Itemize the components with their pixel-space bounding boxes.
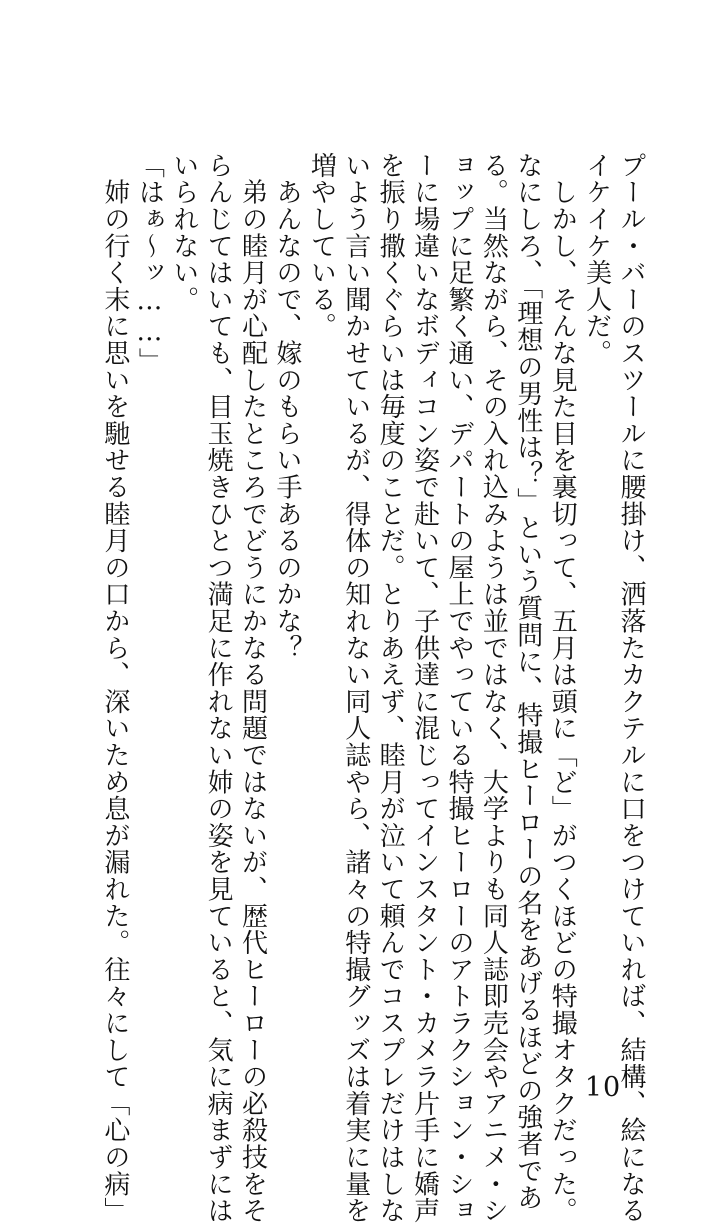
text-line-14: いられない。 <box>168 152 199 313</box>
text-line-6: ョップに足繁く通い、デパートの屋上でやっている特撮ヒーローのアトラクション・ショ <box>443 152 474 1224</box>
text-line-1: プール・バーのスツールに腰掛け、洒落たカクテルに口をつけていれば、結構、絵になる <box>616 152 646 1224</box>
text-line-4: なにしろ、「理想の男性は？」という質問に、特撮ヒーローの名をあげるほどの強者であ <box>512 152 543 1211</box>
text-line-7: ーに場違いなボディコン姿で赴いて、子供達に混じってインスタント・カメラ片手に嬌声 <box>409 152 440 1224</box>
text-line-15: 「はぁ～ッ……」 <box>134 152 165 375</box>
text-line-3: しかし、そんな見た目を裏切って、五月は頭に「ど」がつくほどの特撮オタクだった。 <box>547 152 578 1224</box>
text-line-9: いよう言い聞かせているが、得体の知れない同人誌やら、諸々の特撮グッズは着実に量を <box>340 152 371 1224</box>
text-line-16: 姉の行く末に思いを馳せる睦月の口から、深いため息が漏れた。往々にして「心の病」 <box>99 152 130 1224</box>
text-line-11: あんなので、嫁のもらい手あるのかな？ <box>271 152 302 662</box>
text-line-10: 増やしている。 <box>306 152 337 340</box>
text-line-13: らんじてはいても、目玉焼きひとつ満足に作れない姉の姿を見ていると、気に病まずには <box>203 152 234 1224</box>
text-line-2: イケイケ美人だ。 <box>581 152 612 367</box>
page-number: 10 <box>584 1072 622 1103</box>
text-line-8: を振り撒くぐらいは毎度のことだ。とりあえず、睦月が泣いて頼んでコスプレだけはしな <box>375 152 406 1224</box>
text-line-12: 弟の睦月が心配したところでどうにかなる問題ではないが、歴代ヒーローの必殺技をそ <box>237 152 268 1224</box>
text-line-5: る。当然ながら、その入れ込みようは並ではなく、大学よりも同人誌即売会やアニメ・シ <box>478 152 509 1224</box>
